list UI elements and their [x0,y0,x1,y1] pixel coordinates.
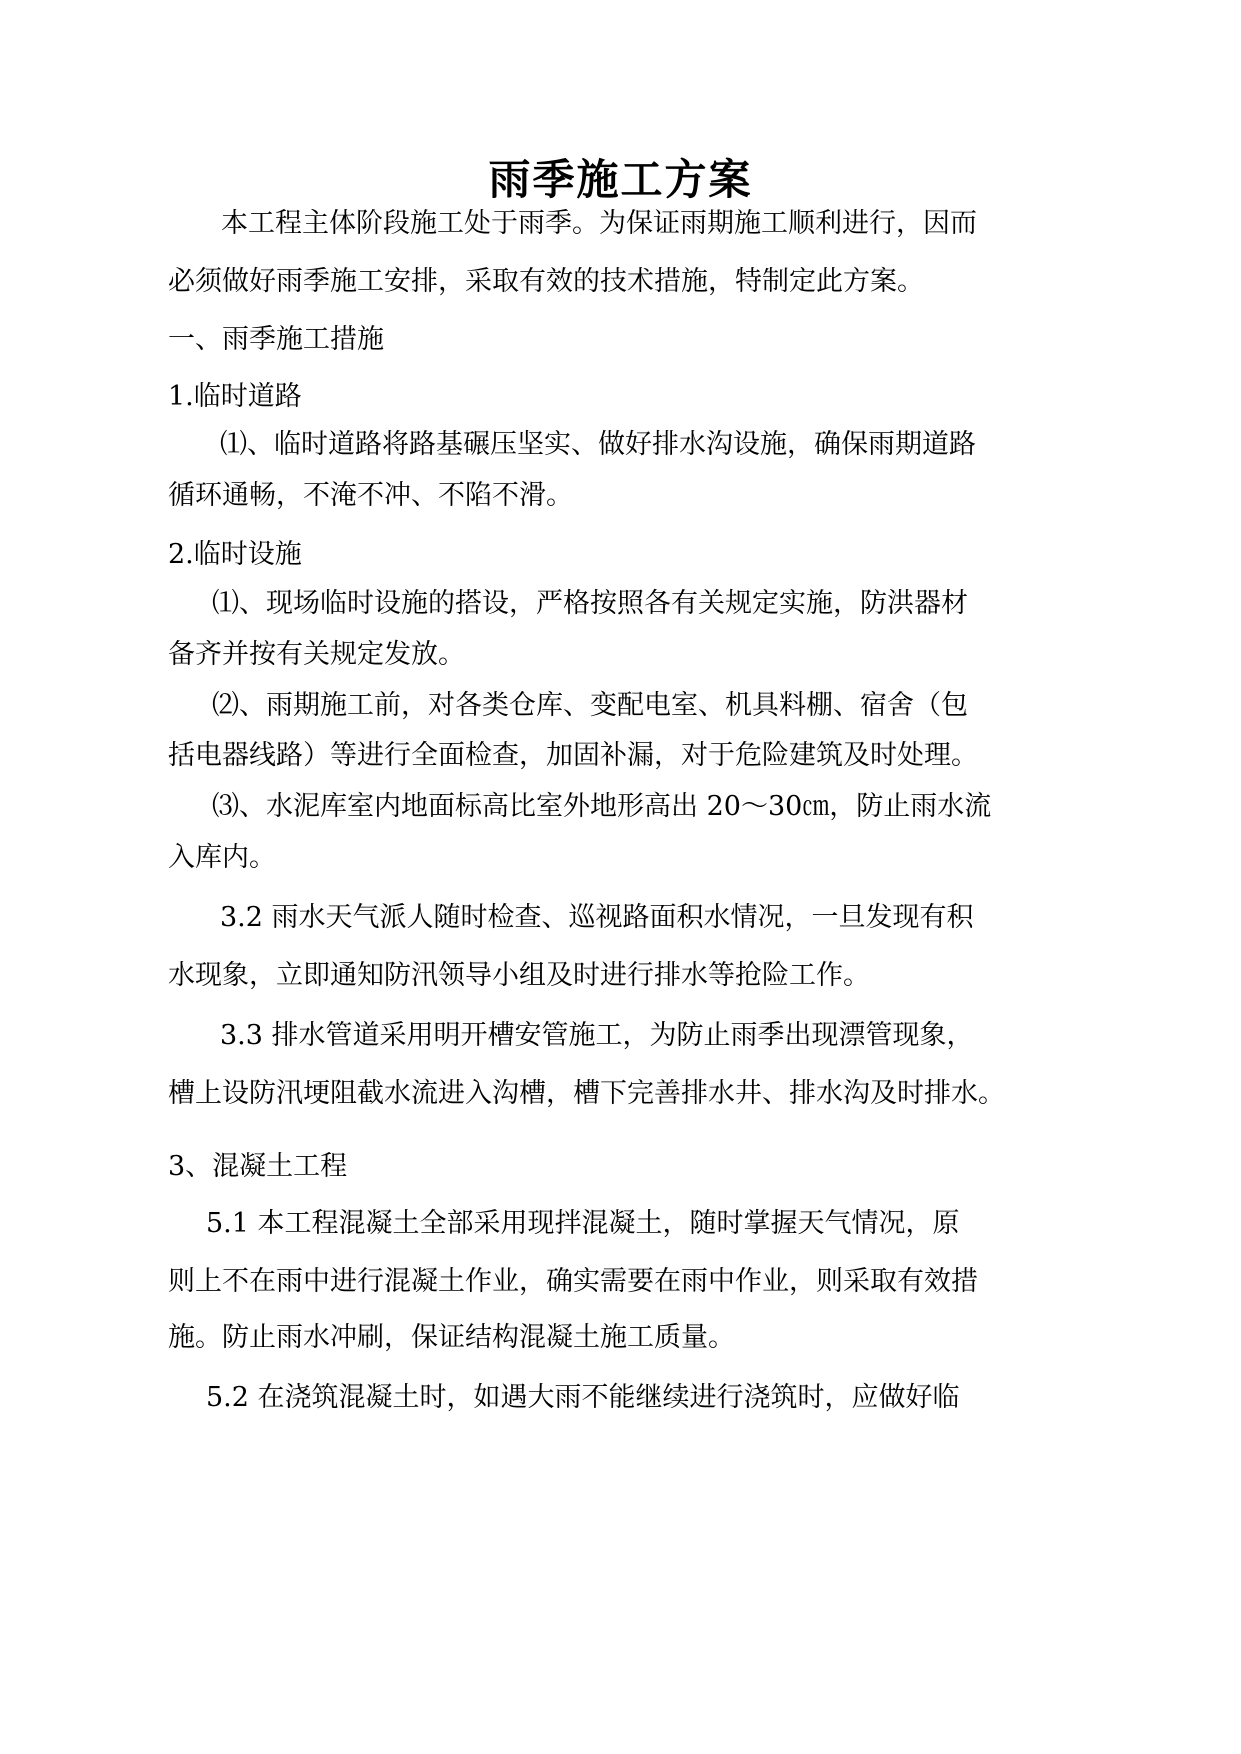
text-line: 槽上设防汛埂阻截水流进入沟槽，槽下完善排水井、排水沟及时排水。 [168,1078,1005,1109]
text-line: 3.3 排水管道采用明开槽安管施工，为防止雨季出现漂管现象， [220,1020,974,1051]
text-line: 施。防止雨水冲刷，保证结构混凝土施工质量。 [168,1322,735,1353]
text-line: 必须做好雨季施工安排，采取有效的技术措施，特制定此方案。 [168,266,924,297]
text-line: 循环通畅，不淹不冲、不陷不滑。 [168,480,573,511]
text-line: 则上不在雨中进行混凝土作业，确实需要在雨中作业，则采取有效措 [168,1266,978,1297]
text-line: 5.1 本工程混凝土全部采用现拌混凝土，随时掌握天气情况，原 [206,1208,960,1239]
text-line: 本工程主体阶段施工处于雨季。为保证雨期施工顺利进行，因而 [221,208,977,239]
text-line: 5.2 在浇筑混凝土时，如遇大雨不能继续进行浇筑时，应做好临 [206,1382,960,1413]
subsection-heading: 1.临时道路 [168,381,302,412]
section-heading: 一、雨季施工措施 [168,324,384,355]
text-line: ⑴、临时道路将路基碾压坚实、做好排水沟设施，确保雨期道路 [220,429,976,460]
text-line: 入库内。 [168,842,276,873]
subsection-heading: 2.临时设施 [168,539,302,570]
page-title: 雨季施工方案 [488,155,753,204]
text-line: 括电器线路）等进行全面检查，加固补漏，对于危险建筑及时处理。 [168,740,978,771]
text-line: ⑵、雨期施工前，对各类仓库、变配电室、机具料棚、宿舍（包 [212,690,968,721]
text-line: 3.2 雨水天气派人随时检查、巡视路面积水情况，一旦发现有积 [220,902,974,933]
text-line: ⑴、现场临时设施的搭设，严格按照各有关规定实施，防洪器材 [212,588,968,619]
section-heading: 3、混凝土工程 [168,1151,348,1182]
text-line: 备齐并按有关规定发放。 [168,639,465,670]
text-line: ⑶、水泥库室内地面标高比室外地形高出 20～30㎝，防止雨水流 [212,791,992,822]
text-line: 水现象，立即通知防汛领导小组及时进行排水等抢险工作。 [168,960,870,991]
